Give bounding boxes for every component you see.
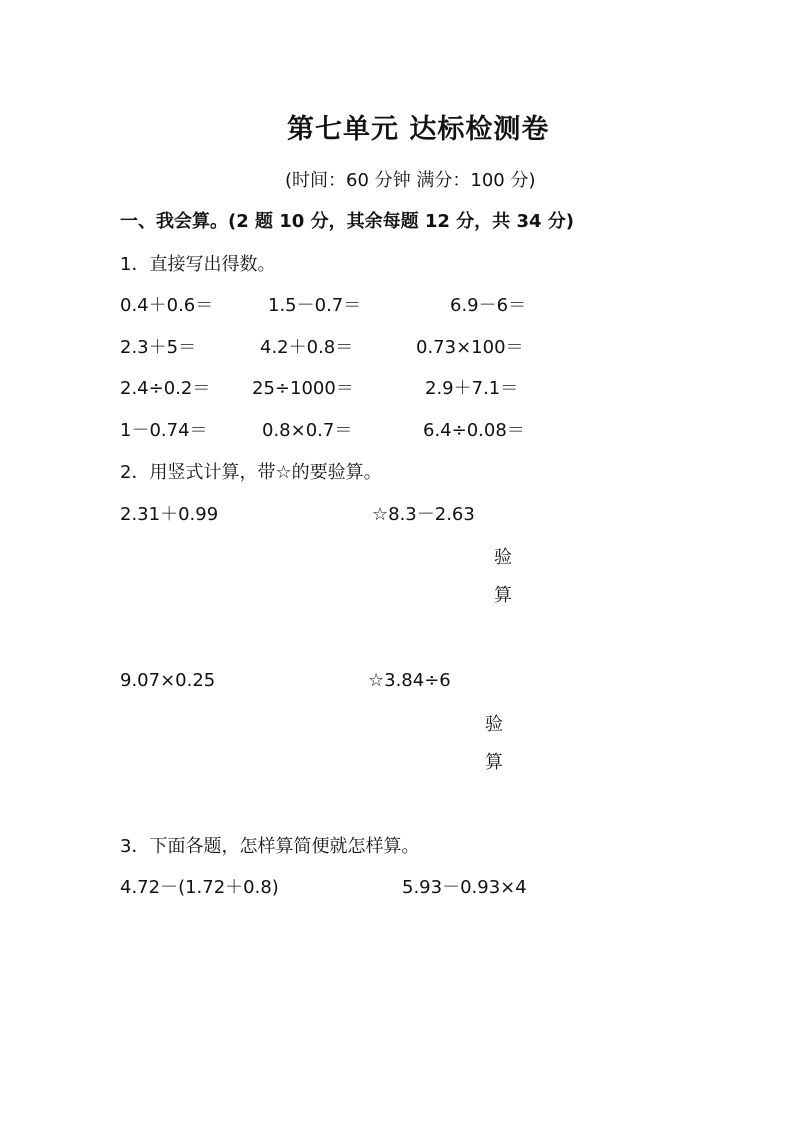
q1-problem: 2.3＋5＝ <box>120 337 197 358</box>
check-label-char: 验 <box>494 547 512 568</box>
q2-problem: 2.31＋0.99 <box>120 504 219 525</box>
q2-problem-with-check: ☆8.3－2.63 <box>372 504 475 525</box>
question-3-label: 3．下面各题，怎样算简便就怎样算。 <box>120 836 420 857</box>
exam-time-info: (时间：60 分钟 满分：100 分) <box>285 170 536 191</box>
check-label-char: 算 <box>494 585 512 606</box>
question-1-label: 1．直接写出得数。 <box>120 254 276 275</box>
check-label-char: 验 <box>485 714 503 735</box>
q1-problem: 25÷1000＝ <box>252 378 354 399</box>
section-heading: 一、我会算。(2 题 10 分，其余每题 12 分，共 34 分) <box>120 211 574 232</box>
question-2-label: 2．用竖式计算，带☆的要验算。 <box>120 462 382 483</box>
q2-problem-with-check: ☆3.84÷6 <box>368 670 451 691</box>
q1-problem: 6.4÷0.08＝ <box>423 420 525 441</box>
q1-problem: 1.5－0.7＝ <box>268 295 362 316</box>
q1-problem: 2.9＋7.1＝ <box>425 378 519 399</box>
q1-problem: 0.8×0.7＝ <box>262 420 353 441</box>
q3-problem: 4.72－(1.72＋0.8) <box>120 877 279 898</box>
q2-problem: 9.07×0.25 <box>120 670 216 691</box>
q1-problem: 4.2＋0.8＝ <box>260 337 354 358</box>
q1-problem: 0.73×100＝ <box>416 337 524 358</box>
q1-problem: 1－0.74＝ <box>120 420 208 441</box>
q1-problem: 0.4＋0.6＝ <box>120 295 214 316</box>
q1-problem: 6.9－6＝ <box>450 295 527 316</box>
page-title: 第七单元 达标检测卷 <box>287 114 550 145</box>
q1-problem: 2.4÷0.2＝ <box>120 378 211 399</box>
q3-problem: 5.93－0.93×4 <box>402 877 527 898</box>
check-label-char: 算 <box>485 752 503 773</box>
